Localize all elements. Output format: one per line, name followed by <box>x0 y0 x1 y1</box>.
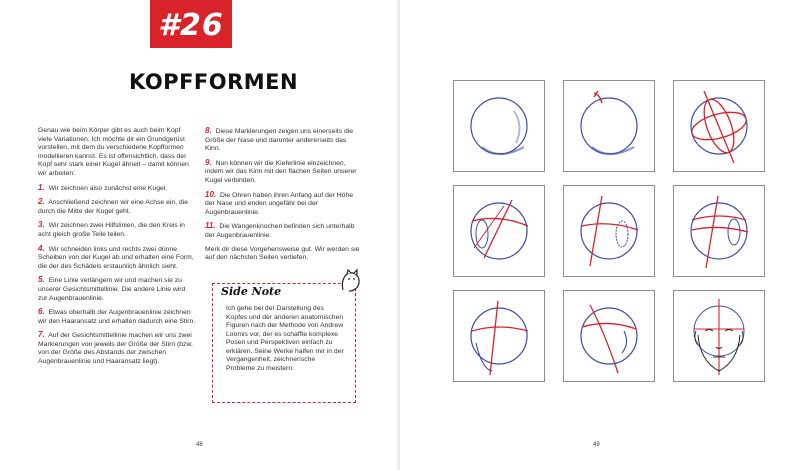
step-7 <box>38 331 196 366</box>
step-number: 10. <box>205 189 217 199</box>
step-number: 11. <box>205 221 216 231</box>
step-text: Wir schneiden links und rechts zwei dünne Scheiben von der Kugel ab und erhalten eine Form, die der des Schädels erstaunlich ähnlich sieht. <box>38 245 194 270</box>
step-text: Diese Markierungen zeigen uns einerseits die Größe der Nase und darunter andererseits das Kinn. <box>205 128 354 153</box>
step-4 <box>38 245 196 272</box>
step-number: 2. <box>38 197 45 207</box>
step-3 <box>38 221 196 239</box>
step-number: 8. <box>205 126 212 135</box>
step-text: Die Wangenknochen befinden sich unterhalb der Augenbrauenlinie. <box>205 223 355 239</box>
step-text: Anschließend zeichnen wir eine Achse ein, die durch die Mitte der Kugel geht. <box>38 199 188 215</box>
step-text: Die Ohren haben ihren Anfang auf der Höhe der Nase und enden ungefähr bei der Augenbrauenlinie. <box>205 191 354 216</box>
drawing-step-guidelines <box>673 80 765 172</box>
intro-paragraph: Genau wie beim Körper gibt es auch beim Kopf viele Variationen. Ich möchte dir ein Grundgerüst vorstellen, mit dem du verschiedene Kopfformen modellieren kannst. Es ist offensichtlich, dass der Kopf sehr stark einer Kugel ähnelt – damit können wir arbeiten: <box>38 127 189 177</box>
side-note-title: Side Note <box>221 285 282 298</box>
right-page <box>400 0 800 470</box>
step-10 <box>205 191 360 218</box>
page-number-right: 49 <box>593 442 600 448</box>
step-text: Auf der Gesichtsmittellinie machen wir uns zwei Markierungen von jeweils der Größe der Stirn (bzw. von der Größe des Abstands der zwischen Augenbrauenlinie und Haaransatz liegt). <box>38 332 193 366</box>
drawing-step-hairline <box>673 185 765 277</box>
step-number: 1. <box>38 182 45 192</box>
page-title: KOPFFORMEN <box>129 70 299 94</box>
step-text: Wir zeichnen also zunächst eine Kugel. <box>48 184 168 192</box>
step-number: 4. <box>38 243 45 253</box>
side-note-text: Ich gehe bei der Darstellung des Kopfes und der anderen anatomischen Figuren nach der Methode von Andrew Loomis vor, der es schaffte komplexe Posen und Perspektiven einfach zu erklären. Seine Werke halfen mir in der Vergangenheit, zeichnerische Probleme zu meistern. <box>226 305 344 372</box>
text-column-left <box>38 127 196 372</box>
step-8 <box>205 127 360 154</box>
step-2 <box>38 198 196 216</box>
chapter-number: #26 <box>158 8 224 43</box>
step-text: Etwas oberhalb der Augenbrauenlinie zeichnen wir den Haaransatz und erhalten dadurch eine Stirn. <box>38 309 196 325</box>
step-11 <box>205 222 360 240</box>
page-number-left: 48 <box>196 442 203 448</box>
text-column-right <box>205 127 360 268</box>
step-number: 7. <box>38 330 45 340</box>
step-9 <box>205 159 360 186</box>
step-text: Nun können wir die Kieferlinie einzeichnen, indem wir das Kinn mit den flachen Seiten unserer Kugel verbinden. <box>205 159 357 184</box>
chapter-badge <box>150 0 232 48</box>
drawing-step-ears <box>563 290 655 382</box>
step-1 <box>38 184 196 194</box>
drawing-step-axis <box>563 80 655 172</box>
step-text: Wir zeichnen zwei Hilfslinien, die den Kreis in acht gleich große Teile teilen. <box>38 222 185 238</box>
cat-paw-icon <box>338 268 364 294</box>
step-6 <box>38 308 196 326</box>
step-number: 6. <box>38 307 45 317</box>
drawing-step-face-line <box>563 185 655 277</box>
step-number: 9. <box>205 157 212 167</box>
drawing-step-sphere <box>453 80 545 172</box>
drawing-step-jaw <box>453 290 545 382</box>
drawing-step-face <box>673 290 765 382</box>
step-number: 3. <box>38 220 45 230</box>
outro-paragraph: Merk dir diese Vorgehensweise gut. Wir werden sie auf den nächsten Seiten vertiefen. <box>205 245 360 262</box>
step-number: 5. <box>38 275 45 285</box>
step-text: Eine Linie verlängern wir und machen sie zu unserer Gesichtsmittellinie. Die andere Linie wird zur Augenbrauenlinie. <box>38 277 186 302</box>
step-5 <box>38 276 196 303</box>
drawing-step-slices <box>453 185 545 277</box>
